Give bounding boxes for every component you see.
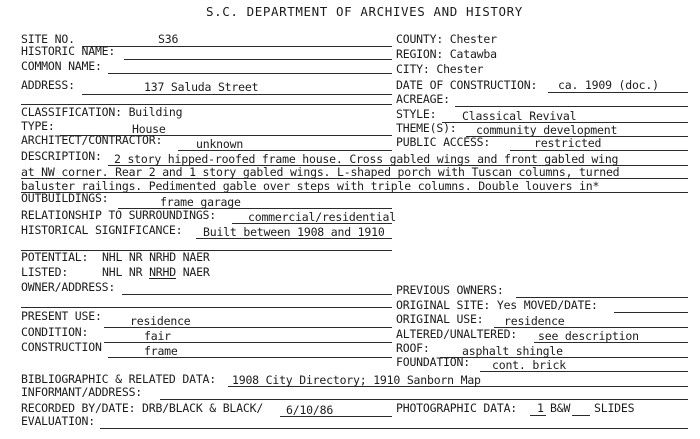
present-use-label: PRESENT USE: (21, 309, 102, 323)
owner-line (122, 294, 392, 295)
evaluation-line (100, 428, 688, 429)
roof-value: asphalt shingle (462, 344, 563, 358)
address-label: ADDRESS: (21, 78, 75, 92)
owner-line-2 (21, 307, 392, 308)
common-name-label: COMMON NAME: (21, 59, 102, 73)
outbuildings-value: frame garage (160, 195, 241, 209)
informant-line (160, 399, 688, 400)
date-line (548, 92, 688, 93)
photographic-label: PHOTOGRAPHIC DATA: (396, 401, 518, 415)
bibliographic-value: 1908 City Directory; 1910 Sanborn Map (232, 373, 481, 387)
photographic-bw: B&W (550, 401, 571, 415)
potential-options: NHL NR NRHD NAER (102, 250, 210, 264)
site-no-line (82, 46, 392, 47)
altered-line (534, 342, 688, 343)
region-field: REGION: Catawba (396, 47, 497, 61)
listed-options: NHL NR NRHD NAER (102, 265, 210, 279)
description-label: DESCRIPTION: (21, 149, 102, 163)
photographic-count-line (530, 415, 546, 416)
recorded-date: 6/10/86 (286, 403, 334, 417)
date-value: ca. 1909 (doc.) (558, 78, 659, 92)
original-use-line (494, 327, 688, 328)
acreage-line (455, 106, 688, 107)
relationship-label: RELATIONSHIP TO SURROUNDINGS: (21, 208, 216, 222)
construction-line (108, 357, 392, 358)
condition-value: fair (144, 329, 171, 343)
site-no-label: SITE NO. (21, 32, 75, 46)
architect-line (178, 150, 392, 151)
common-name-line (108, 73, 392, 74)
document-title: S.C. DEPARTMENT OF ARCHIVES AND HISTORY (206, 4, 523, 19)
access-value: restricted (534, 136, 602, 150)
roof-label: ROOF: (396, 341, 430, 355)
foundation-value: cont. brick (492, 358, 566, 372)
evaluation-label: EVALUATION: (21, 414, 95, 428)
architect-value: unknown (196, 137, 244, 151)
significance-label: HISTORICAL SIGNIFICANCE: (21, 223, 183, 237)
recorded-line (280, 416, 392, 417)
construction-value: frame (144, 344, 178, 358)
original-site-label: ORIGINAL SITE: Yes MOVED/DATE: (396, 298, 598, 312)
original-use-label: ORIGINAL USE: (396, 312, 484, 326)
description-rule-3 (21, 192, 688, 193)
historic-name-line (124, 59, 392, 60)
historic-name-label: HISTORIC NAME: (21, 44, 116, 58)
potential-label: POTENTIAL: (21, 250, 89, 264)
address-line (82, 94, 392, 95)
photographic-slides: SLIDES (594, 401, 635, 415)
bibliographic-line (228, 386, 688, 387)
original-use-value: residence (504, 314, 565, 328)
condition-label: CONDITION: (21, 325, 89, 339)
moved-date-line (614, 312, 688, 313)
type-label: TYPE: (21, 119, 55, 133)
access-line (510, 150, 688, 151)
relationship-line (232, 223, 392, 224)
recorded-label: RECORDED BY/DATE: DRB/BLACK & BLACK/ (21, 401, 264, 415)
altered-value: see description (538, 329, 639, 343)
address-value: 137 Saluda Street (144, 80, 259, 94)
significance-value: Built between 1908 and 1910 (203, 225, 385, 239)
style-label: STYLE: (396, 107, 437, 121)
altered-label: ALTERED/UNALTERED: (396, 327, 518, 341)
description-line-1: 2 story hipped-roofed frame house. Cross gabled wings and front gabled wing (114, 152, 619, 166)
foundation-label: FOUNDATION: (396, 355, 470, 369)
acreage-label: ACREAGE: (396, 92, 450, 106)
county-field: COUNTY: Chester (396, 32, 497, 46)
access-label: PUBLIC ACCESS: (396, 135, 491, 149)
listed-nrhd: NRHD (149, 265, 176, 279)
type-value: House (132, 122, 166, 136)
date-label: DATE OF CONSTRUCTION: (396, 78, 538, 92)
description-line-3: baluster railings. Pedimented gable over steps with triple columns. Double louvers in* (21, 179, 600, 193)
previous-owners-label: PREVIOUS OWNERS: (396, 283, 504, 297)
owner-label: OWNER/ADDRESS: (21, 280, 116, 294)
informant-label: INFORMANT/ADDRESS: (21, 385, 143, 399)
outbuildings-label: OUTBUILDINGS: (21, 191, 109, 205)
style-value: Classical Revival (462, 109, 577, 123)
present-use-value: residence (130, 314, 191, 328)
city-field: CITY: Chester (396, 62, 484, 76)
photographic-bw-line (572, 415, 590, 416)
site-no-value: S36 (158, 32, 179, 46)
description-line-2: at NW corner. Rear 2 and 1 story gabled wings. L-shaped porch with Tuscan columns, turned (21, 165, 620, 179)
theme-label: THEME(S): (396, 121, 457, 135)
classification-label: CLASSIFICATION: Building (21, 105, 183, 119)
significance-line (196, 238, 392, 239)
condition-line (104, 342, 392, 343)
foundation-line (480, 371, 688, 372)
present-use-line (104, 327, 392, 328)
architect-label: ARCHITECT/CONTRACTOR: (21, 133, 163, 147)
listed-label: LISTED: (21, 265, 69, 279)
bibliographic-label: BIBLIOGRAPHIC & RELATED DATA: (21, 372, 216, 386)
photographic-count: 1 (537, 401, 544, 415)
theme-value: community development (476, 123, 618, 137)
construction-label: CONSTRUCTION (21, 340, 102, 354)
relationship-value: commercial/residential (248, 210, 396, 224)
